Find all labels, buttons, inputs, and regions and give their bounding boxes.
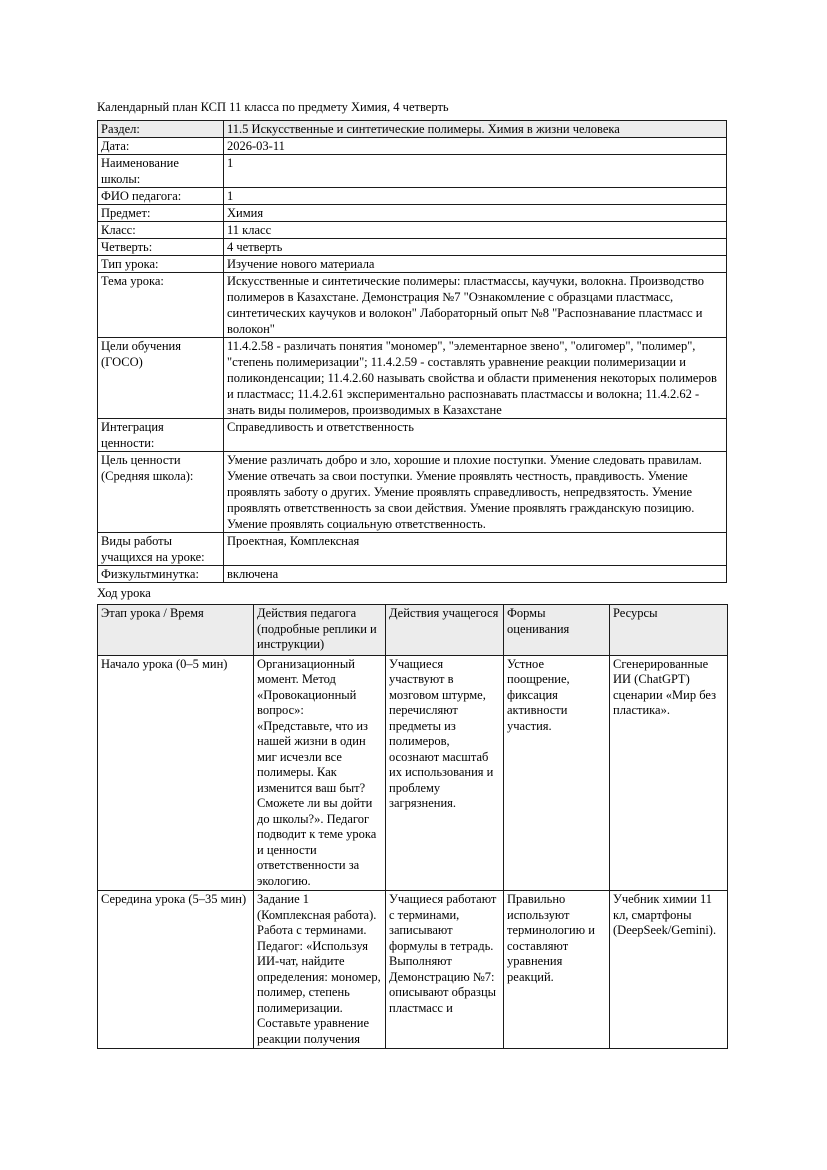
- info-value-cell: 1: [224, 155, 727, 188]
- info-label-cell: Класс:: [98, 222, 224, 239]
- teacher-actions-cell: Организационный момент. Метод «Провокационный вопрос»: «Представьте, что из нашей жизни в один миг исчезли все полимеры. Как изменится ваш быт? Сможете ли вы дойти до школы?». Педагог подводит к теме урока и ценности ответственности за экологию.: [254, 655, 386, 891]
- assessment-forms-cell: Правильно используют терминологию и составляют уравнения реакций.: [504, 891, 610, 1049]
- student-actions-cell: Учащиеся участвуют в мозговом штурме, перечисляют предметы из полимеров, осознают масштаб их использования и проблему загрязнения.: [386, 655, 504, 891]
- lesson-column-header: Действия педагога (подробные реплики и инструкции): [254, 605, 386, 656]
- info-label-cell: Интеграция ценности:: [98, 419, 224, 452]
- info-label-cell: Дата:: [98, 138, 224, 155]
- lesson-column-header: Ресурсы: [610, 605, 728, 656]
- info-value-cell: включена: [224, 566, 727, 583]
- info-value-cell: Химия: [224, 205, 727, 222]
- info-label-cell: Цели обучения (ГОСО): [98, 338, 224, 419]
- info-row: [98, 419, 727, 452]
- info-row: [98, 155, 727, 188]
- info-label-cell: Цель ценности (Средняя школа):: [98, 452, 224, 533]
- assessment-forms-cell: Устное поощрение, фиксация активности участия.: [504, 655, 610, 891]
- teacher-actions-cell: Задание 1 (Комплексная работа). Работа с терминами. Педагог: «Используя ИИ-чат, найдите определения: мономер, полимер, степень полимеризации. Составьте уравнение реакции получения: [254, 891, 386, 1049]
- info-value-cell: Искусственные и синтетические полимеры: пластмассы, каучуки, волокна. Производство полимеров в Казахстане. Демонстрация №7 "Ознакомление с образцами пластмасс, синтетических каучуков и волокон" Лабораторный опыт №8 "Распознавание пластмасс и волокон": [224, 273, 727, 338]
- info-label-cell: Виды работы учащихся на уроке:: [98, 533, 224, 566]
- document-page: [97, 0, 727, 1049]
- stage-time-cell: Середина урока (5–35 мин): [98, 891, 254, 1049]
- info-value-cell: Проектная, Комплексная: [224, 533, 727, 566]
- lesson-flow-table: [97, 604, 728, 1049]
- student-actions-cell: Учащиеся работают с терминами, записывают формулы в тетрадь. Выполняют Демонстрацию №7: описывают образцы пластмасс и: [386, 891, 504, 1049]
- info-value-cell: 2026-03-11: [224, 138, 727, 155]
- info-value-cell: Умение различать добро и зло, хорошие и плохие поступки. Умение следовать правилам. Умение отвечать за свои поступки. Умение проявлять честность, правдивость. Умение проявлять заботу о других. Умение проявлять справедливость, непредвзятость. Умение проявлять ответственность за свои действия. Умение проявлять гражданскую позицию. Умение проявлять социальную ответственность.: [224, 452, 727, 533]
- section-heading-lesson-flow: Ход урока: [97, 586, 151, 600]
- info-value-cell: 11.4.2.58 - различать понятия "мономер", "элементарное звено", "олигомер", "полимер", "степень полимеризации"; 11.4.2.59 - составлять уравнение реакции полимеризации и поликонденсации; 11.4.2.60 называть свойства и области применения некоторых полимеров и пластмасс; 11.4.2.61 экспериментально распознавать пластмассы и волокна; 11.4.2.62 - знать виды полимеров, производимых в Казахстане: [224, 338, 727, 419]
- info-label-cell: Физкультминутка:: [98, 566, 224, 583]
- info-row: [98, 239, 727, 256]
- info-row: [98, 452, 727, 533]
- stage-time-cell: Начало урока (0–5 мин): [98, 655, 254, 891]
- info-row: [98, 121, 727, 138]
- info-label-cell: Раздел:: [98, 121, 224, 138]
- document-title: Календарный план КСП 11 класса по предмету Химия, 4 четверть: [97, 100, 449, 114]
- lesson-table-header-row: [98, 605, 728, 656]
- info-value-cell: 4 четверть: [224, 239, 727, 256]
- lesson-info-table: [97, 120, 727, 583]
- lesson-column-header: Этап урока / Время: [98, 605, 254, 656]
- info-row: [98, 138, 727, 155]
- info-row: [98, 338, 727, 419]
- info-label-cell: Предмет:: [98, 205, 224, 222]
- info-row: [98, 222, 727, 239]
- info-row: [98, 188, 727, 205]
- lesson-row: [98, 655, 728, 891]
- info-row: [98, 566, 727, 583]
- lesson-column-header: Действия учащегося: [386, 605, 504, 656]
- info-value-cell: 1: [224, 188, 727, 205]
- info-value-cell: 11.5 Искусственные и синтетические полимеры. Химия в жизни человека: [224, 121, 727, 138]
- info-label-cell: Тип урока:: [98, 256, 224, 273]
- info-value-cell: Справедливость и ответственность: [224, 419, 727, 452]
- info-row: [98, 256, 727, 273]
- info-label-cell: Тема урока:: [98, 273, 224, 338]
- resources-cell: Сгенерированные ИИ (ChatGPT) сценарии «Мир без пластика».: [610, 655, 728, 891]
- info-value-cell: 11 класс: [224, 222, 727, 239]
- info-label-cell: Четверть:: [98, 239, 224, 256]
- info-label-cell: Наименование школы:: [98, 155, 224, 188]
- info-row: [98, 533, 727, 566]
- lesson-column-header: Формы оценивания: [504, 605, 610, 656]
- lesson-row: [98, 891, 728, 1049]
- info-row: [98, 273, 727, 338]
- info-value-cell: Изучение нового материала: [224, 256, 727, 273]
- info-label-cell: ФИО педагога:: [98, 188, 224, 205]
- info-row: [98, 205, 727, 222]
- resources-cell: Учебник химии 11 кл, смартфоны (DeepSeek/Gemini).: [610, 891, 728, 1049]
